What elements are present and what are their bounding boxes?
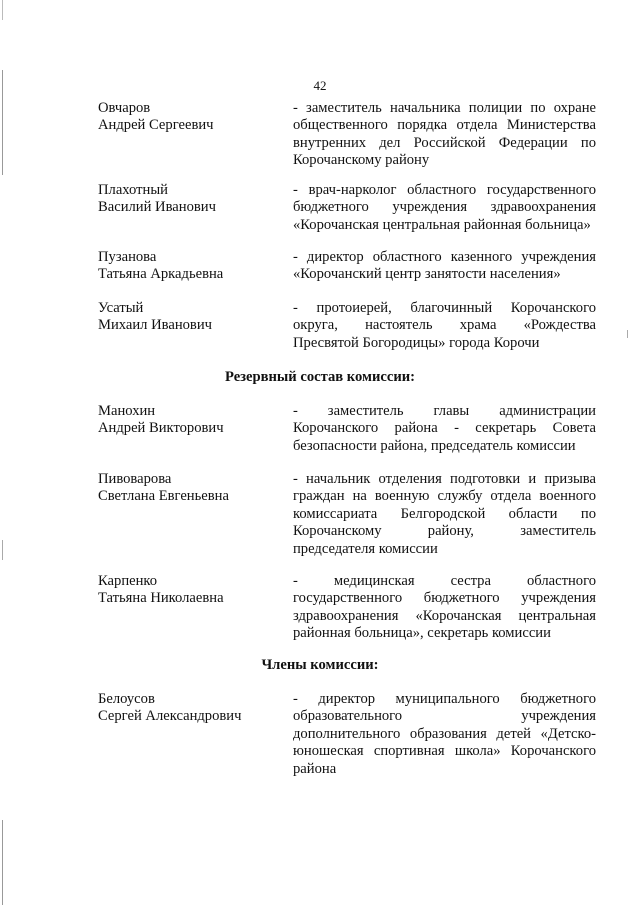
member-name [98,100,268,135]
member-position [293,471,596,558]
position-line: Корочанскому району, заместитель [293,523,596,540]
member-name [98,471,268,506]
given-names: Василий Иванович [98,199,216,216]
position-line: - протоиерей, благочинный Корочанского [293,300,596,316]
surname: Манохин [98,403,156,419]
position-line: дополнительного образования детей «Детско- [293,725,596,742]
given-names: Андрей Викторович [98,420,224,437]
position-line: председателя комиссии [293,540,438,557]
member-name [98,182,268,217]
position-line: «Корочанский центр занятости населения» [293,266,561,283]
reserve-section-heading: Резервный состав комиссии: [224,369,416,385]
surname: Плахотный [98,182,168,198]
position-line: - заместитель главы администрации [293,403,596,419]
given-names: Татьяна Аркадьевна [98,266,224,283]
member-position [293,182,596,234]
members-section-heading: Члены комиссии: [261,657,379,673]
given-names: Михаил Иванович [98,317,212,334]
scan-edge-left [2,0,3,905]
position-line: - медицинская сестра областного [293,573,596,589]
position-line: округа, настоятель храма «Рождества [293,317,596,334]
position-line: юношеская спортивная школа» Корочанского [293,743,596,760]
position-line: «Корочанская центральная районная больница» [293,216,591,233]
member-position [293,100,596,170]
surname: Пивоварова [98,471,172,487]
surname: Карпенко [98,573,158,589]
member-name [98,403,268,438]
surname: Усатый [98,300,144,316]
surname: Пузанова [98,249,157,265]
surname: Белоусов [98,691,155,707]
member-position [293,403,596,455]
position-line: бюджетного учреждения здравоохранения [293,199,596,216]
member-name [98,249,268,284]
position-line: общественного порядка отдела Министерства [293,117,596,134]
surname: Овчаров [98,100,151,116]
position-line: внутренних дел Российской Федерации по [293,134,596,151]
position-line: - врач-нарколог областного государственного [293,182,596,198]
given-names: Светлана Евгеньевна [98,488,229,505]
position-line: Пресвятой Богородицы» города Корочи [293,334,540,351]
member-position [293,249,596,284]
member-name [98,573,268,608]
position-line: граждан на военную службу отдела военного [293,488,596,505]
position-line: - заместитель начальника полиции по охране [293,100,596,116]
member-position [293,573,596,643]
position-line: - директор областного казенного учреждения [293,249,596,265]
member-name [98,300,268,335]
member-name [98,691,268,726]
position-line: безопасности района, председатель комиссии [293,437,576,454]
position-line: - директор муниципального бюджетного [293,691,596,707]
given-names: Андрей Сергеевич [98,117,214,134]
page-number: 42 [313,78,327,93]
position-line: районная больница», секретарь комиссии [293,625,551,642]
position-line: Корочанскому району [293,152,430,169]
position-line: образовательного учреждения [293,708,596,725]
position-line: здравоохранения «Корочанская центральная [293,607,596,624]
position-line: государственного бюджетного учреждения [293,590,596,607]
position-line: Корочанского района - секретарь Совета [293,420,596,437]
member-position [293,691,596,778]
position-line: района [293,760,337,777]
position-line: комиссариата Белгородской области по [293,505,596,522]
given-names: Сергей Александрович [98,708,242,725]
given-names: Татьяна Николаевна [98,590,224,607]
member-position [293,300,596,352]
scan-mark-right [627,330,628,338]
position-line: - начальник отделения подготовки и призыва [293,471,596,487]
